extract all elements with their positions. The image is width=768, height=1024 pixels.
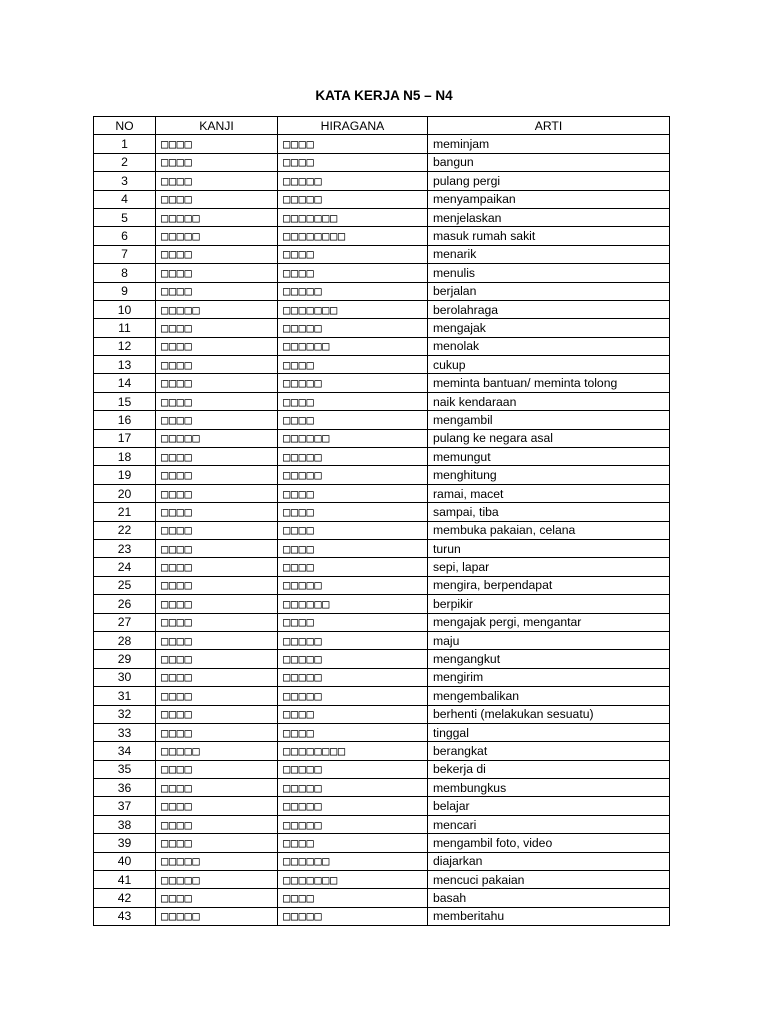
cell-hiragana: □□□□□	[278, 907, 428, 925]
column-header-kanji: KANJI	[156, 117, 278, 135]
cell-arti: membuka pakaian, celana	[428, 521, 670, 539]
table-header-row	[94, 117, 670, 135]
cell-hiragana: □□□□	[278, 135, 428, 153]
cell-no: 20	[94, 484, 156, 502]
table-row	[94, 668, 670, 686]
cell-kanji: □□□□	[156, 576, 278, 594]
cell-kanji: □□□□	[156, 723, 278, 741]
cell-no: 5	[94, 208, 156, 226]
cell-kanji: □□□□	[156, 631, 278, 649]
cell-kanji: □□□□	[156, 539, 278, 557]
table-row	[94, 521, 670, 539]
cell-hiragana: □□□□	[278, 392, 428, 410]
cell-kanji: □□□□□	[156, 907, 278, 925]
cell-kanji: □□□□	[156, 190, 278, 208]
cell-hiragana: □□□□□	[278, 760, 428, 778]
cell-no: 18	[94, 448, 156, 466]
table-row	[94, 448, 670, 466]
cell-arti: mengangkut	[428, 650, 670, 668]
cell-hiragana: □□□□	[278, 356, 428, 374]
cell-hiragana: □□□□□	[278, 779, 428, 797]
cell-no: 43	[94, 907, 156, 925]
cell-hiragana: □□□□□□□	[278, 208, 428, 226]
cell-no: 1	[94, 135, 156, 153]
cell-hiragana: □□□□	[278, 264, 428, 282]
cell-arti: bekerja di	[428, 760, 670, 778]
table-row	[94, 392, 670, 410]
table-row	[94, 871, 670, 889]
cell-hiragana: □□□□	[278, 539, 428, 557]
cell-kanji: □□□□	[156, 374, 278, 392]
cell-no: 19	[94, 466, 156, 484]
cell-arti: meminta bantuan/ meminta tolong	[428, 374, 670, 392]
table-row	[94, 907, 670, 925]
cell-arti: berhenti (melakukan sesuatu)	[428, 705, 670, 723]
cell-hiragana: □□□□	[278, 153, 428, 171]
cell-no: 31	[94, 687, 156, 705]
cell-no: 38	[94, 815, 156, 833]
cell-arti: belajar	[428, 797, 670, 815]
table-row	[94, 300, 670, 318]
cell-kanji: □□□□	[156, 650, 278, 668]
table-row	[94, 613, 670, 631]
cell-kanji: □□□□	[156, 356, 278, 374]
table-row	[94, 208, 670, 226]
cell-hiragana: □□□□□	[278, 448, 428, 466]
cell-kanji: □□□□	[156, 797, 278, 815]
cell-kanji: □□□□	[156, 264, 278, 282]
cell-arti: menarik	[428, 245, 670, 263]
cell-kanji: □□□□	[156, 668, 278, 686]
cell-kanji: □□□□	[156, 448, 278, 466]
cell-no: 21	[94, 503, 156, 521]
cell-hiragana: □□□□□□	[278, 595, 428, 613]
cell-arti: memungut	[428, 448, 670, 466]
table-body	[94, 135, 670, 926]
cell-no: 42	[94, 889, 156, 907]
cell-arti: mengambil foto, video	[428, 834, 670, 852]
cell-no: 15	[94, 392, 156, 410]
cell-kanji: □□□□	[156, 779, 278, 797]
cell-hiragana: □□□□	[278, 245, 428, 263]
table-row	[94, 484, 670, 502]
cell-kanji: □□□□	[156, 503, 278, 521]
cell-no: 30	[94, 668, 156, 686]
cell-no: 2	[94, 153, 156, 171]
table-row	[94, 135, 670, 153]
cell-kanji: □□□□	[156, 834, 278, 852]
cell-hiragana: □□□□	[278, 558, 428, 576]
cell-kanji: □□□□□	[156, 742, 278, 760]
table-row	[94, 337, 670, 355]
cell-no: 28	[94, 631, 156, 649]
table-row	[94, 834, 670, 852]
cell-kanji: □□□□□	[156, 227, 278, 245]
cell-arti: berolahraga	[428, 300, 670, 318]
cell-no: 13	[94, 356, 156, 374]
cell-kanji: □□□□	[156, 760, 278, 778]
cell-hiragana: □□□□	[278, 613, 428, 631]
table-row	[94, 153, 670, 171]
cell-hiragana: □□□□□	[278, 172, 428, 190]
cell-arti: maju	[428, 631, 670, 649]
table-row	[94, 466, 670, 484]
cell-hiragana: □□□□□	[278, 374, 428, 392]
cell-arti: mengambil	[428, 411, 670, 429]
cell-kanji: □□□□	[156, 282, 278, 300]
cell-no: 3	[94, 172, 156, 190]
cell-hiragana: □□□□	[278, 411, 428, 429]
table-row	[94, 319, 670, 337]
cell-no: 24	[94, 558, 156, 576]
cell-arti: menghitung	[428, 466, 670, 484]
cell-hiragana: □□□□□	[278, 797, 428, 815]
cell-arti: mencari	[428, 815, 670, 833]
cell-arti: meminjam	[428, 135, 670, 153]
cell-no: 12	[94, 337, 156, 355]
table-row	[94, 411, 670, 429]
cell-no: 40	[94, 852, 156, 870]
cell-no: 23	[94, 539, 156, 557]
cell-arti: mengira, berpendapat	[428, 576, 670, 594]
cell-no: 26	[94, 595, 156, 613]
cell-arti: mengembalikan	[428, 687, 670, 705]
cell-hiragana: □□□□□	[278, 650, 428, 668]
cell-no: 6	[94, 227, 156, 245]
table-row	[94, 779, 670, 797]
cell-no: 37	[94, 797, 156, 815]
cell-no: 25	[94, 576, 156, 594]
table-row	[94, 245, 670, 263]
table-row	[94, 852, 670, 870]
table-row	[94, 631, 670, 649]
cell-arti: diajarkan	[428, 852, 670, 870]
cell-arti: basah	[428, 889, 670, 907]
cell-arti: sampai, tiba	[428, 503, 670, 521]
cell-hiragana: □□□□□□□	[278, 871, 428, 889]
cell-hiragana: □□□□□□	[278, 852, 428, 870]
cell-no: 10	[94, 300, 156, 318]
cell-kanji: □□□□	[156, 135, 278, 153]
cell-kanji: □□□□	[156, 172, 278, 190]
cell-hiragana: □□□□	[278, 503, 428, 521]
table-row	[94, 503, 670, 521]
cell-kanji: □□□□	[156, 595, 278, 613]
page-title: KATA KERJA N5 – N4	[315, 88, 453, 103]
cell-kanji: □□□□	[156, 153, 278, 171]
cell-no: 17	[94, 429, 156, 447]
cell-arti: mengajak pergi, mengantar	[428, 613, 670, 631]
cell-kanji: □□□□□	[156, 208, 278, 226]
cell-kanji: □□□□	[156, 613, 278, 631]
cell-no: 39	[94, 834, 156, 852]
cell-kanji: □□□□□	[156, 871, 278, 889]
vocabulary-table	[93, 116, 670, 926]
cell-kanji: □□□□	[156, 687, 278, 705]
cell-kanji: □□□□	[156, 815, 278, 833]
cell-hiragana: □□□□□	[278, 466, 428, 484]
cell-arti: mencuci pakaian	[428, 871, 670, 889]
cell-hiragana: □□□□□	[278, 687, 428, 705]
cell-kanji: □□□□	[156, 319, 278, 337]
cell-arti: mengirim	[428, 668, 670, 686]
cell-hiragana: □□□□□□	[278, 337, 428, 355]
cell-hiragana: □□□□□□□□	[278, 227, 428, 245]
table-row	[94, 650, 670, 668]
cell-arti: turun	[428, 539, 670, 557]
column-header-arti: ARTI	[428, 117, 670, 135]
cell-arti: menjelaskan	[428, 208, 670, 226]
column-header-hiragana: HIRAGANA	[278, 117, 428, 135]
table-row	[94, 190, 670, 208]
cell-no: 8	[94, 264, 156, 282]
cell-arti: ramai, macet	[428, 484, 670, 502]
cell-kanji: □□□□□	[156, 852, 278, 870]
table-row	[94, 374, 670, 392]
cell-arti: pulang pergi	[428, 172, 670, 190]
cell-arti: menyampaikan	[428, 190, 670, 208]
cell-arti: sepi, lapar	[428, 558, 670, 576]
cell-no: 11	[94, 319, 156, 337]
cell-hiragana: □□□□□	[278, 631, 428, 649]
cell-kanji: □□□□	[156, 484, 278, 502]
cell-no: 29	[94, 650, 156, 668]
cell-arti: masuk rumah sakit	[428, 227, 670, 245]
table-row	[94, 356, 670, 374]
cell-hiragana: □□□□□□□	[278, 300, 428, 318]
cell-hiragana: □□□□□	[278, 319, 428, 337]
table-row	[94, 227, 670, 245]
table-row	[94, 264, 670, 282]
cell-arti: pulang ke negara asal	[428, 429, 670, 447]
column-header-no: NO	[94, 117, 156, 135]
table-row	[94, 558, 670, 576]
cell-kanji: □□□□	[156, 392, 278, 410]
cell-arti: menolak	[428, 337, 670, 355]
cell-kanji: □□□□	[156, 411, 278, 429]
cell-arti: berjalan	[428, 282, 670, 300]
cell-arti: mengajak	[428, 319, 670, 337]
cell-arti: berangkat	[428, 742, 670, 760]
cell-hiragana: □□□□	[278, 834, 428, 852]
cell-hiragana: □□□□□	[278, 815, 428, 833]
cell-arti: membungkus	[428, 779, 670, 797]
cell-no: 4	[94, 190, 156, 208]
table-row	[94, 539, 670, 557]
cell-arti: tinggal	[428, 723, 670, 741]
cell-kanji: □□□□	[156, 558, 278, 576]
cell-kanji: □□□□	[156, 889, 278, 907]
cell-hiragana: □□□□□□□□	[278, 742, 428, 760]
cell-no: 7	[94, 245, 156, 263]
cell-no: 9	[94, 282, 156, 300]
cell-hiragana: □□□□□	[278, 190, 428, 208]
cell-hiragana: □□□□□	[278, 668, 428, 686]
cell-no: 35	[94, 760, 156, 778]
table-row	[94, 723, 670, 741]
cell-kanji: □□□□	[156, 521, 278, 539]
cell-no: 27	[94, 613, 156, 631]
cell-no: 32	[94, 705, 156, 723]
table-row	[94, 889, 670, 907]
cell-arti: memberitahu	[428, 907, 670, 925]
cell-kanji: □□□□	[156, 705, 278, 723]
cell-no: 41	[94, 871, 156, 889]
cell-hiragana: □□□□□	[278, 282, 428, 300]
cell-hiragana: □□□□□	[278, 576, 428, 594]
table-row	[94, 797, 670, 815]
cell-no: 33	[94, 723, 156, 741]
cell-kanji: □□□□	[156, 466, 278, 484]
table-row	[94, 742, 670, 760]
cell-arti: menulis	[428, 264, 670, 282]
table-row	[94, 172, 670, 190]
cell-arti: berpikir	[428, 595, 670, 613]
table-row	[94, 595, 670, 613]
cell-arti: cukup	[428, 356, 670, 374]
cell-hiragana: □□□□	[278, 521, 428, 539]
cell-kanji: □□□□	[156, 245, 278, 263]
cell-kanji: □□□□□	[156, 429, 278, 447]
cell-no: 14	[94, 374, 156, 392]
cell-no: 34	[94, 742, 156, 760]
table-row	[94, 576, 670, 594]
table-row	[94, 282, 670, 300]
cell-hiragana: □□□□	[278, 889, 428, 907]
cell-kanji: □□□□□	[156, 300, 278, 318]
cell-no: 16	[94, 411, 156, 429]
cell-hiragana: □□□□	[278, 723, 428, 741]
cell-arti: bangun	[428, 153, 670, 171]
cell-kanji: □□□□	[156, 337, 278, 355]
table-row	[94, 687, 670, 705]
table-row	[94, 815, 670, 833]
table-row	[94, 760, 670, 778]
cell-no: 36	[94, 779, 156, 797]
table-row	[94, 429, 670, 447]
cell-no: 22	[94, 521, 156, 539]
cell-hiragana: □□□□□□	[278, 429, 428, 447]
table-row	[94, 705, 670, 723]
cell-hiragana: □□□□	[278, 705, 428, 723]
cell-arti: naik kendaraan	[428, 392, 670, 410]
cell-hiragana: □□□□	[278, 484, 428, 502]
